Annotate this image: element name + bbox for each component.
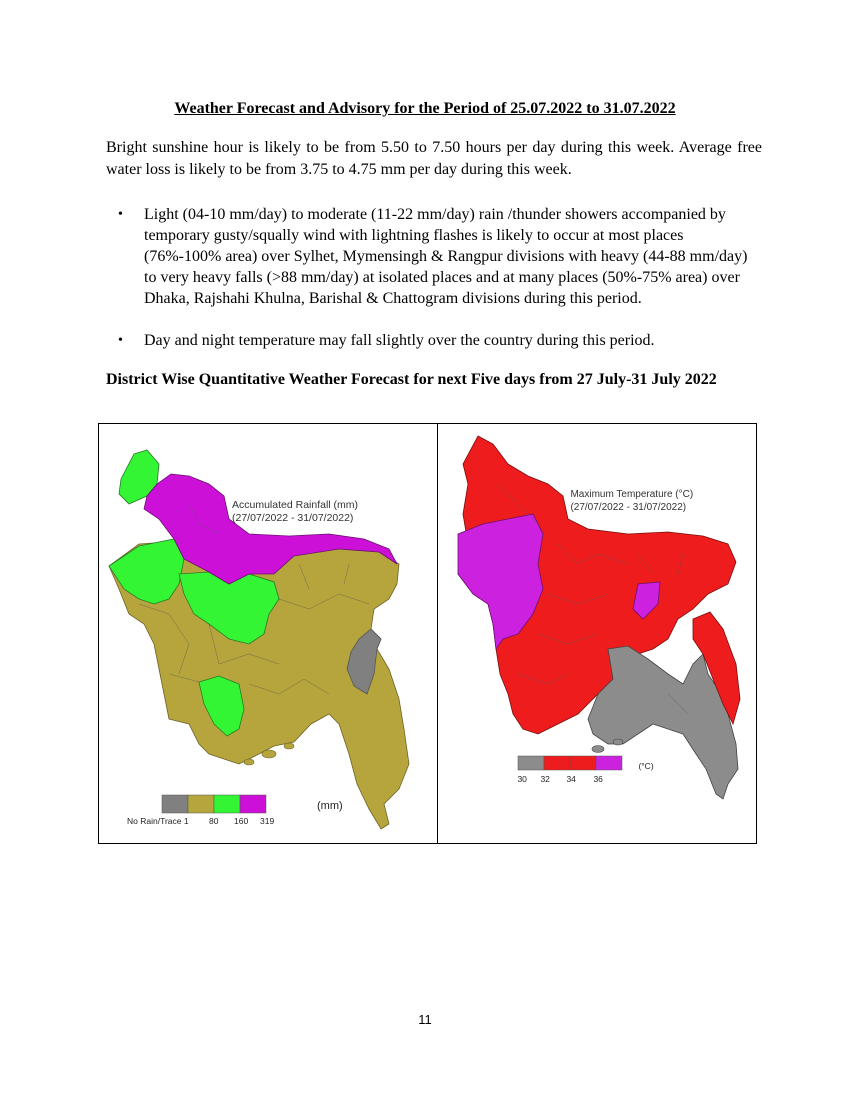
island-shape [592,746,604,753]
temp-legend-label: 30 [517,774,527,784]
bullet-text: Day and night temperature may fall slightly over the country during this period. [144,332,655,349]
temp-legend-swatches [518,756,622,770]
rain-map-title: Accumulated Rainfall (mm) (27/07/2022 - 31/07/2022) [232,499,359,524]
rain-legend-swatches [162,795,266,813]
temp-legend-swatch [518,756,544,770]
temp-map-title: Maximum Temperature (°C) (27/07/2022 - 31/07/2022) [570,489,694,513]
rainfall-map-image [99,424,439,845]
rain-legend-swatch [188,795,214,813]
temp-legend-swatch [596,756,622,770]
island-shape [244,759,254,765]
temp-legend-label: 36 [593,774,603,784]
rain-legend-swatch [214,795,240,813]
island-shape [613,739,623,745]
rain-legend-swatch [162,795,188,813]
bullet-icon: • [118,333,123,348]
rain-legend-swatch [240,795,266,813]
rain-legend-label: 80 [209,816,219,826]
temperature-map-panel [437,424,756,843]
rain-legend-label: 319 [260,816,275,826]
page-number: 11 [418,1012,432,1027]
temp-legend-label: 32 [540,774,550,784]
bullet-icon: • [118,207,123,222]
temp-unit-label: (°C) [638,761,654,771]
temp-legend-swatch [570,756,596,770]
temp-legend-label: 34 [566,774,576,784]
section-heading: District Wise Quantitative Weather Forecast for next Five days from 27 July-31 July 2022 [106,371,717,388]
advisory-list [106,204,762,351]
forecast-maps-table [98,423,757,844]
rainfall-map-panel [99,424,437,843]
island-shape [262,750,276,758]
temp-legend-swatch [544,756,570,770]
island-shape [284,743,294,749]
bullet-text: Light (04-10 mm/day) to moderate (11-22 mm/day) rain /thunder showers accompanied by temporary gusty/squally wind with lightning flashes is likely to occur at most places (76%-100% area) over Sylhet, Mymensingh & Rangpur divisions with heavy (44-88 mm/day) to very heavy falls (>88 mm/day) at isolated places and at many places (50%-75% area) over Dhaka, Rajshahi Khulna, Barishal & Chattogram divisions during this period. [144,206,748,307]
list-item [106,204,762,309]
rain-legend-label: No Rain/Trace 1 [127,816,189,826]
rain-unit-label: (mm) [317,800,343,812]
list-item [106,330,762,351]
page-title: Weather Forecast and Advisory for the Period of 25.07.2022 to 31.07.2022 [174,100,676,117]
rain-legend-label: 160 [234,816,249,826]
sunshine-paragraph: Bright sunshine hour is likely to be from 5.50 to 7.50 hours per day during this week. Average free water loss is likely to be from 3.75 to 4.75 mm per day during this week. [106,139,762,178]
